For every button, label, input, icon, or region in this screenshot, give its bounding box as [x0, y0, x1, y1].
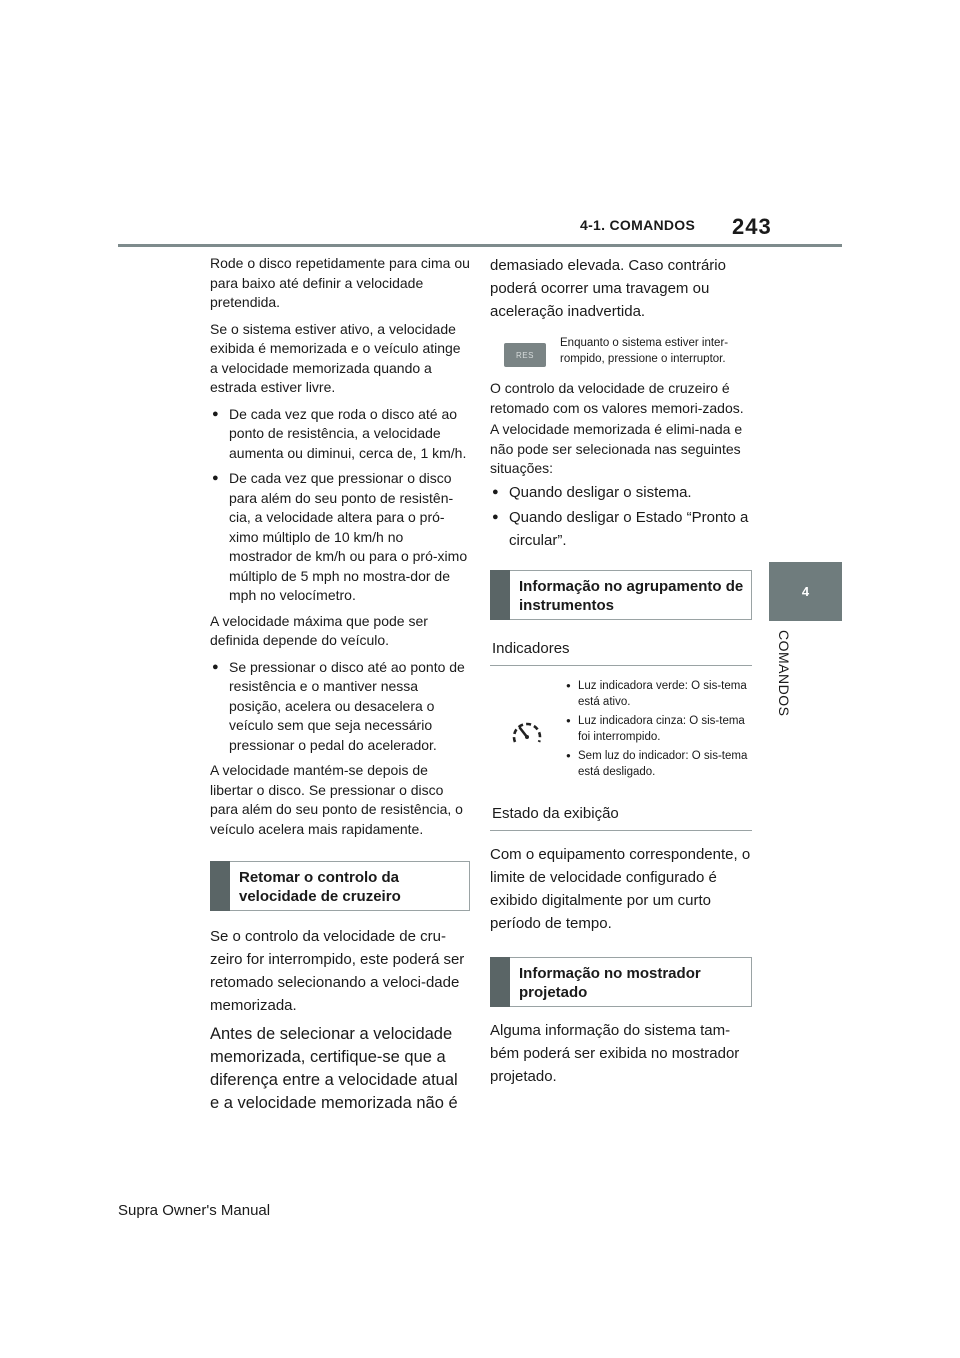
list-item: ● Luz indicadora cinza: O sis-tema foi interrompido. [564, 713, 752, 745]
right-column [490, 254, 752, 1094]
res-button-icon [504, 343, 546, 367]
paragraph: A velocidade máxima que pode ser definida depende do veículo. [210, 612, 428, 648]
page-number: 243 [732, 214, 772, 239]
list-item: ● Se pressionar o disco até ao ponto de resistência e o mantiver nessa posição, acelera ou desacelera o veículo sem que seja necessário pressionar o pedal do acelerador. [210, 658, 470, 756]
paragraph: Antes de selecionar a velocidade memorizada, certifique-se que a diferença entre a velocidade atual e a velocidade memorizada não é [210, 1025, 458, 1112]
chapter-tab [769, 562, 842, 621]
list-item: ● Quando desligar o Estado “Pronto a circular”. [490, 506, 752, 552]
paragraph: A velocidade mantém-se depois de libertar o disco. Se pressionar o disco para além do seu ponto de resistência, o veículo acelera mais rapidamente. [210, 762, 463, 837]
indicator-row [490, 678, 752, 783]
paragraph: Alguma informação do sistema tam-bém poderá ser exibida no mostrador projetado. [490, 1021, 740, 1085]
chapter-label [770, 630, 830, 760]
paragraph: Com o equipamento correspondente, o limite de velocidade configurado é exibido digitalmente por um curto período de tempo. [490, 845, 751, 932]
list-item: ● Luz indicadora verde: O sis-tema está ativo. [564, 678, 752, 710]
paragraph: O controlo da velocidade de cruzeiro é retomado com os valores memori-zados. [490, 380, 744, 416]
header-rule [118, 244, 842, 247]
footer-text: Supra Owner's Manual [118, 1202, 271, 1219]
res-instruction-text: Enquanto o sistema estiver inter-rompido, pressione o interruptor. [560, 337, 729, 365]
section-heading-hud [490, 957, 752, 1007]
chapter-number: 4 [801, 584, 810, 599]
paragraph: demasiado elevada. Caso contrário poderá ocorrer uma travagem ou aceleração inadvertida. [490, 257, 726, 320]
section-title: 4-1. COMANDOS [580, 217, 696, 233]
paragraph: Rode o disco repetidamente para cima ou para baixo até definir a velocidade pretendida. [210, 255, 470, 310]
bullet-list [490, 481, 752, 552]
section-heading-text: Retomar o controlo da velocidade de cruzeiro [239, 869, 401, 905]
section-heading-text: Informação no mostrador projetado [519, 964, 701, 1001]
list-item: ● De cada vez que roda o disco até ao ponto de resistência, a velocidade aumenta ou diminui, cerca de, 1 km/h. [210, 405, 470, 464]
indicator-list [564, 678, 752, 783]
bullet-list [210, 405, 470, 606]
left-column [210, 254, 470, 1121]
subheading-indicators: Indicadores [490, 638, 752, 666]
list-item: ● Quando desligar o sistema. [490, 481, 752, 504]
cruise-control-speedometer-icon [510, 716, 544, 750]
subheading-display-state: Estado da exibição [490, 803, 752, 831]
list-item: ● De cada vez que pressionar o disco para além do seu ponto de resistên-cia, a velocidade altera para o pró-ximo múltiplo de 10 km/h no mostrador de km/h ou para o pró-ximo múltiplo de 5 mph no mostra-dor de mph no velocímetro. [210, 469, 470, 606]
res-button-label: RES [516, 350, 534, 360]
bullet-list [210, 658, 470, 756]
paragraph: Se o sistema estiver ativo, a velocidade exibida é memorizada e o veículo atinge a velocidade memorizada quando a estrada estiver livre. [210, 320, 461, 395]
res-instruction [490, 335, 752, 367]
paragraph: A velocidade memorizada é elimi-nada e não pode ser selecionada nas seguintes situações: [490, 421, 743, 476]
chapter-label-text: COMANDOS [776, 630, 792, 717]
section-heading-resume [210, 861, 470, 911]
list-item: ● Sem luz do indicador: O sis-tema está desligado. [564, 748, 752, 780]
section-heading-text: Informação no agrupamento de instrumentos [519, 577, 744, 614]
paragraph: Se o controlo da velocidade de cru-zeiro for interrompido, este poderá ser retomado selecionando a veloci-dade memorizada. [210, 928, 465, 1014]
section-heading-cluster [490, 570, 752, 620]
